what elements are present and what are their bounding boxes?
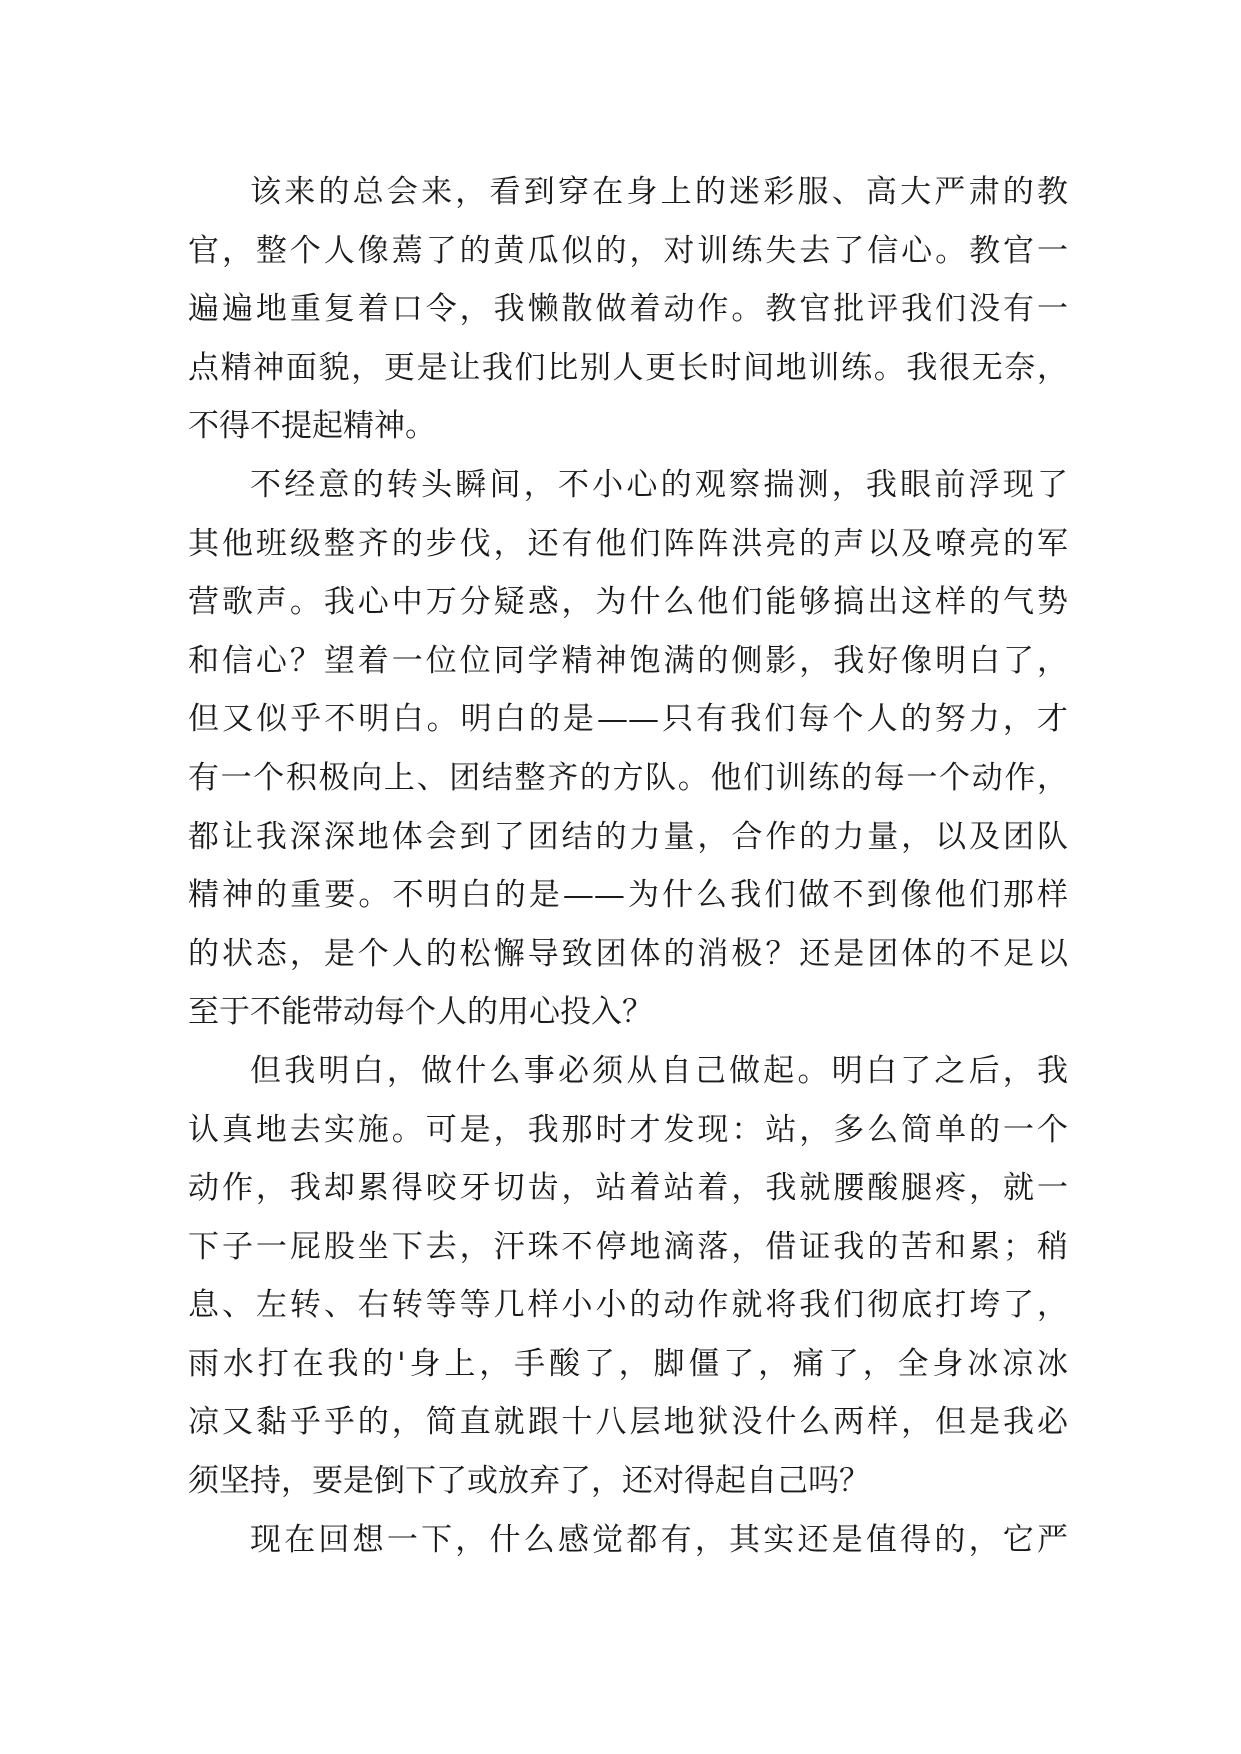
paragraph-line: 但又似乎不明白。明白的是——只有我们每个人的努力，才	[188, 701, 1068, 738]
paragraph-line: 息、左转、右转等等几样小小的动作就将我们彻底打垮了，	[188, 1287, 1068, 1324]
paragraph-line: 但我明白，做什么事必须从自己做起。明白了之后，我	[250, 1052, 1068, 1089]
paragraph-line: 雨水打在我的'身上，手酸了，脚僵了，痛了，全身冰凉冰	[188, 1345, 1068, 1382]
paragraph-line: 不经意的转头瞬间，不小心的观察揣测，我眼前浮现了	[250, 466, 1068, 503]
paragraph-line: 凉又黏乎乎的，简直就跟十八层地狱没什么两样，但是我必	[188, 1404, 1068, 1441]
paragraph-line: 动作，我却累得咬牙切齿，站着站着，我就腰酸腿疼，就一	[188, 1170, 1068, 1207]
paragraph-line: 营歌声。我心中万分疑惑，为什么他们能够搞出这样的气势	[188, 584, 1068, 621]
paragraph-line: 须坚持，要是倒下了或放弃了，还对得起自己吗？	[188, 1463, 870, 1500]
paragraph-line: 都让我深深地体会到了团结的力量，合作的力量，以及团队	[188, 818, 1068, 855]
paragraph-line: 有一个积极向上、团结整齐的方队。他们训练的每一个动作，	[188, 759, 1068, 796]
body-text	[188, 163, 1068, 1569]
paragraph-line: 和信心？望着一位位同学精神饱满的侧影，我好像明白了，	[188, 642, 1068, 679]
paragraph-line: 不得不提起精神。	[188, 408, 436, 445]
paragraph-line: 精神的重要。不明白的是——为什么我们做不到像他们那样	[188, 877, 1068, 914]
paragraph-line: 该来的总会来，看到穿在身上的迷彩服、高大严肃的教	[250, 174, 1068, 210]
paragraph-line: 遍遍地重复着口令，我懒散做着动作。教官批评我们没有一	[188, 291, 1068, 328]
paragraph-line: 现在回想一下，什么感觉都有，其实还是值得的，它严	[250, 1521, 1068, 1558]
paragraph-line: 点精神面貌，更是让我们比别人更长时间地训练。我很无奈，	[188, 349, 1068, 386]
paragraph-line: 认真地去实施。可是，我那时才发现：站，多么简单的一个	[188, 1111, 1068, 1148]
paragraph-line: 的状态，是个人的松懈导致团体的消极？还是团体的不足以	[188, 935, 1068, 972]
paragraph-line: 其他班级整齐的步伐，还有他们阵阵洪亮的声以及嘹亮的军	[188, 525, 1068, 562]
paragraph-line: 官，整个人像蔫了的黄瓜似的，对训练失去了信心。教官一	[188, 232, 1068, 269]
paragraph-line: 至于不能带动每个人的用心投入？	[188, 994, 653, 1031]
paragraph-line: 下子一屁股坐下去，汗珠不停地滴落，借证我的苦和累；稍	[188, 1228, 1068, 1265]
